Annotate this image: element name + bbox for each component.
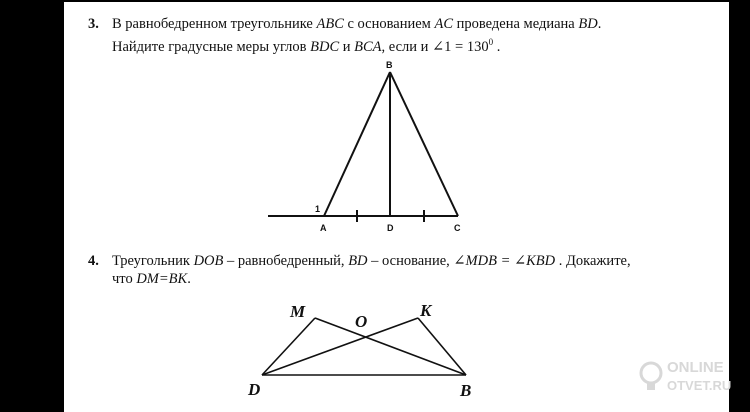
problem-4-line-2: что DM=BK. xyxy=(112,271,191,287)
problem-4-line-1: 4. Треугольник DOB – равнобедренный, BD – основание, ∠MDB = ∠KBD . Докажите, xyxy=(88,253,631,269)
label-B: B xyxy=(460,381,472,400)
lightbulb-base xyxy=(647,383,655,390)
given-angle: ∠1 = 130 xyxy=(432,39,489,55)
label-C: C xyxy=(454,223,461,233)
watermark xyxy=(641,359,731,393)
label-K: K xyxy=(420,301,432,320)
watermark-line-1: ONLINE xyxy=(667,359,724,376)
segment-DM xyxy=(262,318,315,375)
label-D: D xyxy=(387,223,394,233)
figure-1-triangle xyxy=(268,72,458,222)
lightbulb-icon xyxy=(641,363,661,383)
segment-DK xyxy=(262,318,418,375)
problem-number: 4. xyxy=(88,253,99,269)
segment-MB xyxy=(315,318,466,375)
side-AB xyxy=(324,72,390,216)
watermark-line-2: OTVET.RU xyxy=(667,378,732,393)
label-O: O xyxy=(355,312,368,331)
given-angles: ∠MDB = ∠KBD xyxy=(453,253,556,269)
label-B: B xyxy=(386,60,393,70)
label-A: A xyxy=(320,223,327,233)
label-D: D xyxy=(248,380,261,399)
problem-3-line-2: Найдите градусные меры углов BDC и BCA, если и ∠1 = $130^0$ . xyxy=(112,37,501,55)
label-angle-1: 1 xyxy=(315,204,321,214)
side-BC xyxy=(390,72,458,216)
problem-3-line-1: 3. В равнобедренном треугольнике ABC с основанием AC проведена медиана BD. xyxy=(88,16,602,32)
label-M: M xyxy=(290,302,306,321)
problem-number: 3. xyxy=(88,16,99,32)
